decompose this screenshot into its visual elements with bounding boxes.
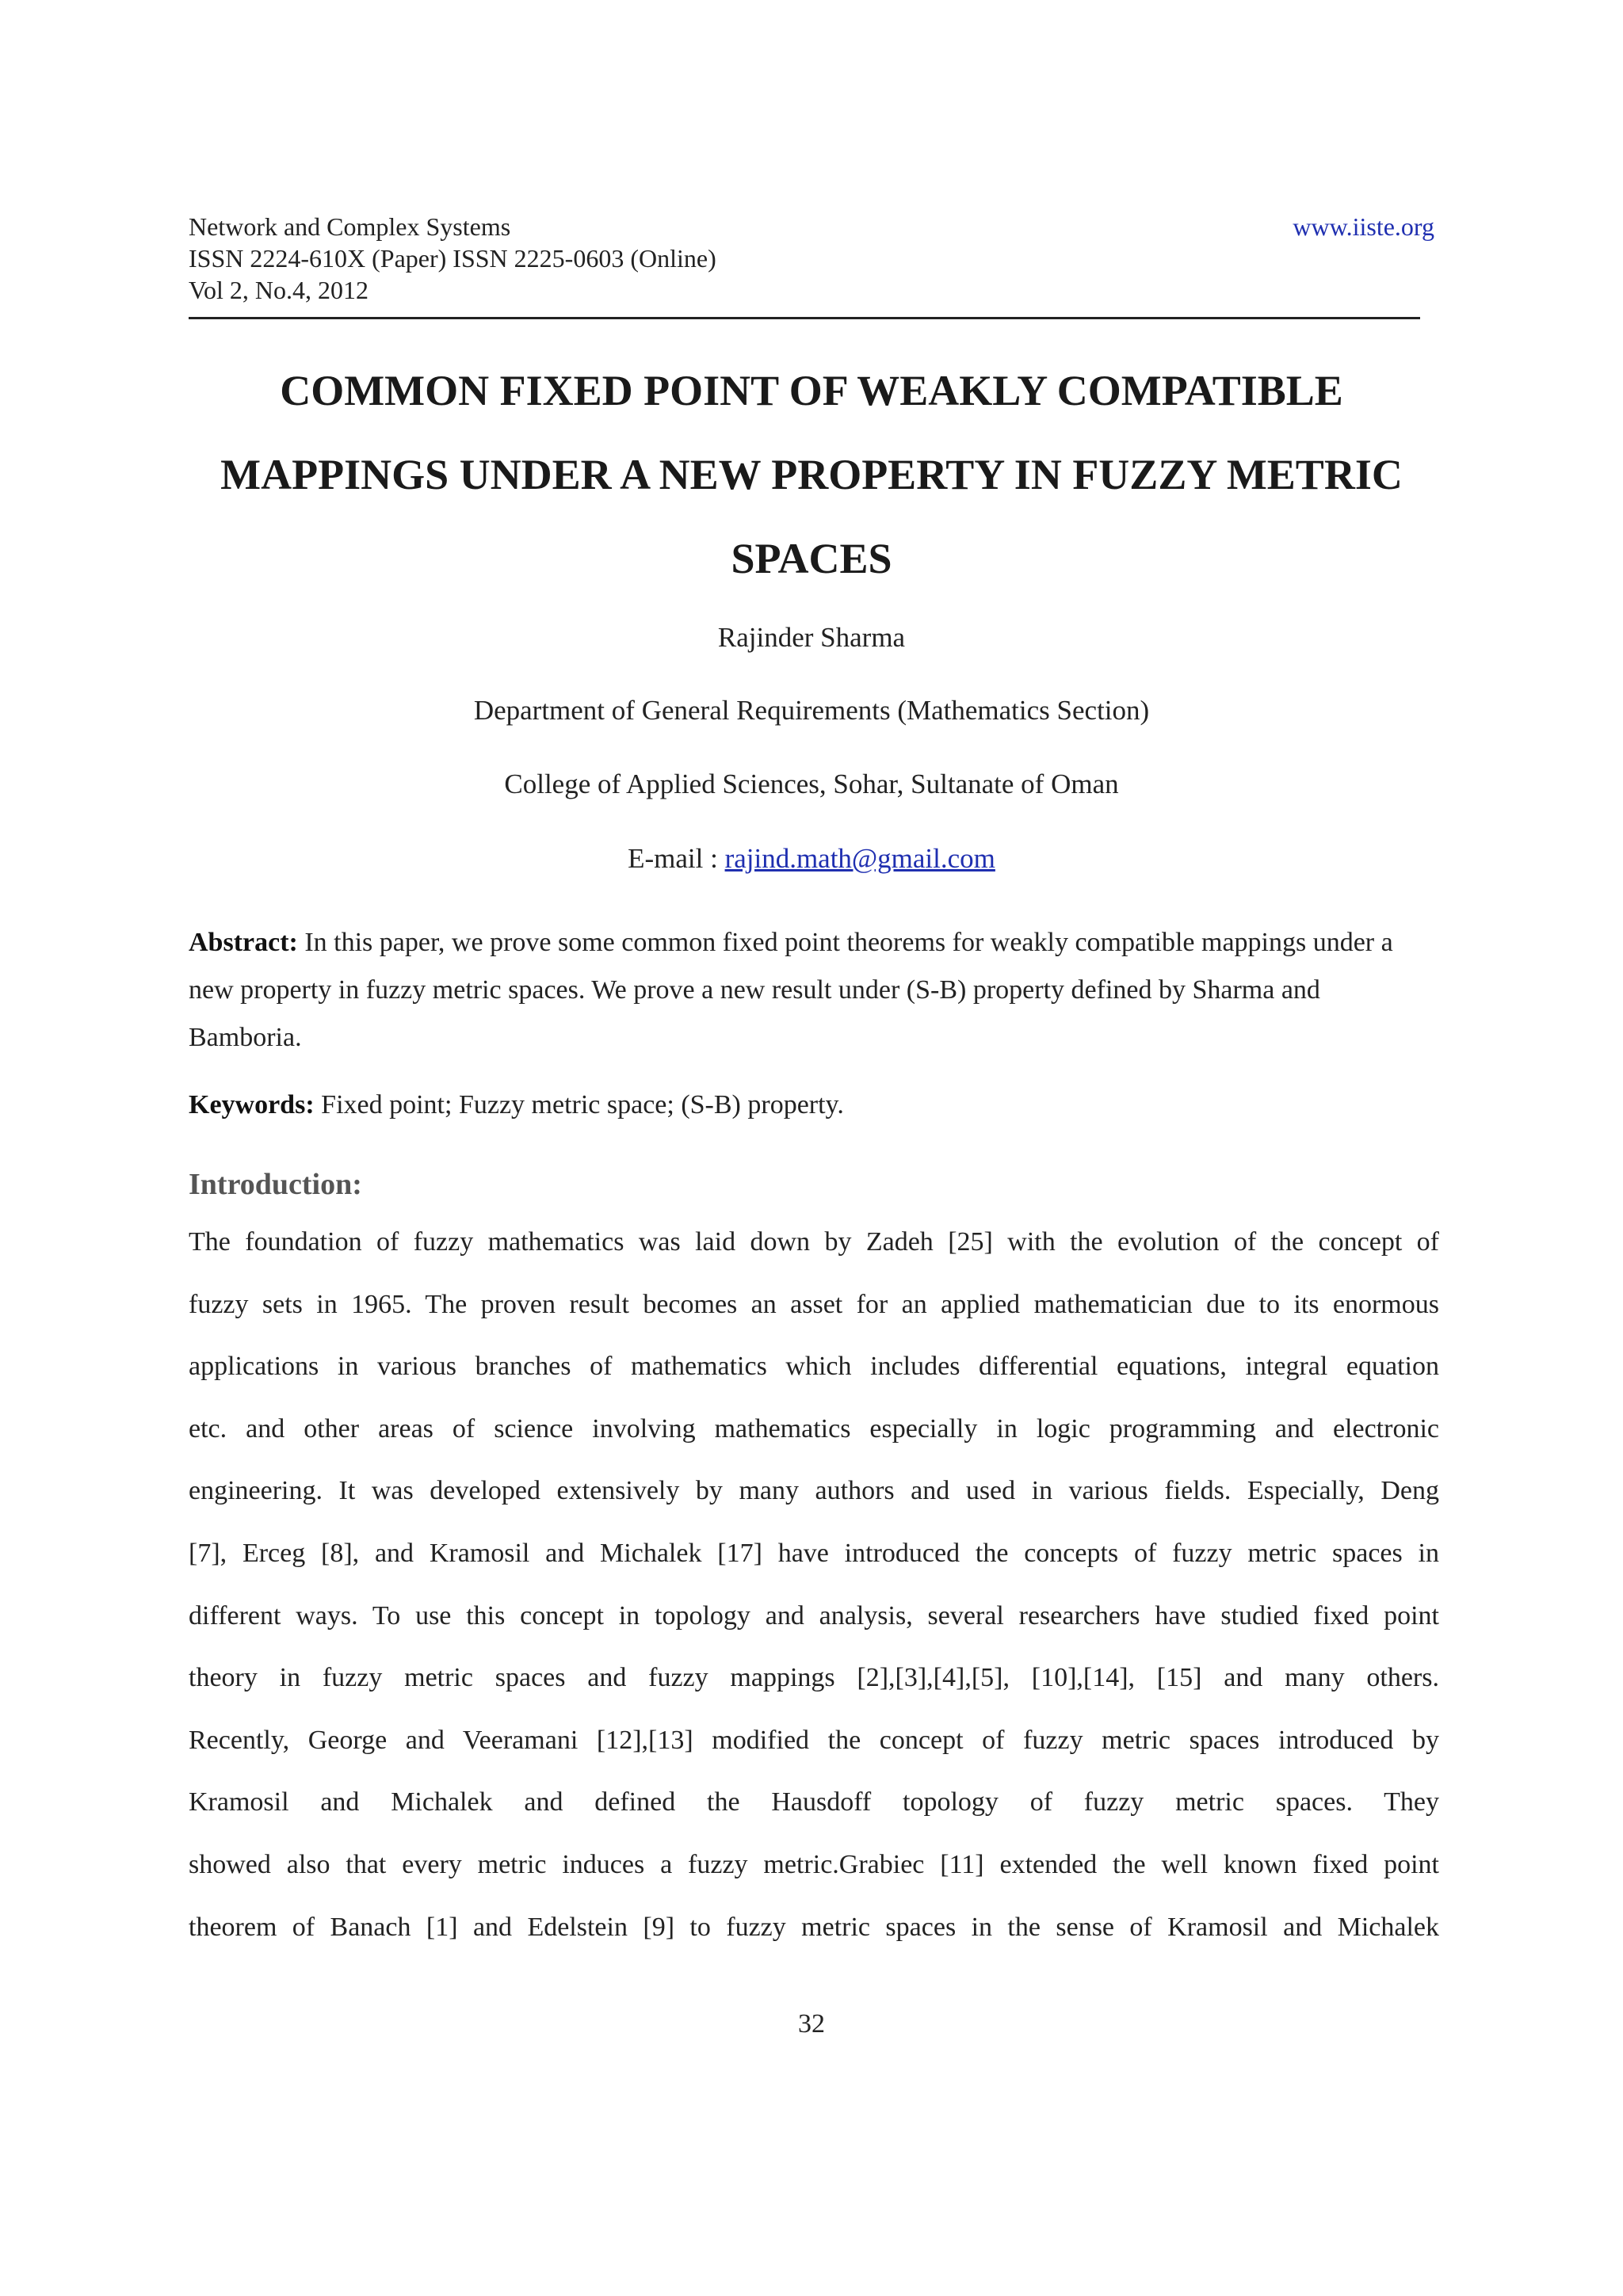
abstract-label: Abstract:: [189, 928, 298, 957]
keywords-text: Fixed point; Fuzzy metric space; (S-B) property.: [314, 1090, 844, 1119]
journal-header-row: [189, 211, 1434, 242]
abstract-text: In this paper, we prove some common fixed point theorems for weakly compatible mappings under a new property in fuzzy metric spaces. We prove a new result under (S-B) property defined by Sharma and Bamboria.: [189, 928, 1393, 1052]
page-number: 32: [798, 2009, 825, 2039]
body-line: Kramosil and Michalek and defined the Hausdoff topology of fuzzy metric spaces. They: [189, 1787, 1439, 1817]
body-line: [7], Erceg [8], and Kramosil and Michalek [17] have introduced the concepts of fuzzy metric spaces in: [189, 1538, 1439, 1568]
keywords: [189, 1085, 1434, 1125]
journal-website-link[interactable]: www.iiste.org: [1293, 212, 1434, 241]
body-line: Recently, George and Veeramani [12],[13] modified the concept of fuzzy metric spaces introduced by: [189, 1725, 1439, 1755]
journal-issn: ISSN 2224-610X (Paper) ISSN 2225-0603 (Online): [189, 244, 716, 273]
email-label: E-mail :: [628, 843, 725, 874]
body-line: etc. and other areas of science involving mathematics especially in logic programming and electronic: [189, 1413, 1439, 1444]
body-line: different ways. To use this concept in topology and analysis, several researchers have studied fixed point: [189, 1600, 1439, 1630]
paper-title: [189, 349, 1434, 601]
body-line: theorem of Banach [1] and Edelstein [9] to fuzzy metric spaces in the sense of Kramosil and Michalek: [189, 1912, 1439, 1942]
body-line: theory in fuzzy metric spaces and fuzzy mappings [2],[3],[4],[5], [10],[14], [15] and many others.: [189, 1663, 1439, 1693]
body-line: applications in various branches of mathematics which includes differential equations, integral equation: [189, 1352, 1439, 1382]
email-link[interactable]: rajind.math@gmail.com: [724, 843, 995, 874]
abstract: [189, 919, 1434, 1062]
title-line: MAPPINGS UNDER A NEW PROPERTY IN FUZZY METRIC: [220, 451, 1403, 498]
journal-volume: Vol 2, No.4, 2012: [189, 276, 369, 304]
author-name: Rajinder Sharma: [717, 622, 906, 653]
journal-header: [189, 211, 1434, 306]
introduction-body: [189, 1224, 1439, 1971]
body-line: The foundation of fuzzy mathematics was laid down by Zadeh [25] with the evolution of the concept of: [189, 1227, 1439, 1257]
title-line: COMMON FIXED POINT OF WEAKLY COMPATIBLE: [280, 367, 1343, 414]
author-email-line: [189, 841, 1434, 876]
body-line: fuzzy sets in 1965. The proven result becomes an asset for an applied mathematician due to its enormous: [189, 1289, 1439, 1319]
body-line: showed also that every metric induces a fuzzy metric.Grabiec [11] extended the well known fixed point: [189, 1849, 1439, 1879]
keywords-label: Keywords:: [189, 1090, 315, 1119]
author-college: College of Applied Sciences, Sohar, Sultanate of Oman: [504, 769, 1119, 799]
introduction-heading: Introduction:: [189, 1168, 362, 1201]
body-line: engineering. It was developed extensively by many authors and used in various fields. Especially, Deng: [189, 1476, 1439, 1506]
author-department: Department of General Requirements (Mathematics Section): [473, 695, 1150, 726]
header-divider: [189, 317, 1420, 319]
journal-name: Network and Complex Systems: [189, 212, 511, 241]
title-line: SPACES: [731, 535, 892, 582]
